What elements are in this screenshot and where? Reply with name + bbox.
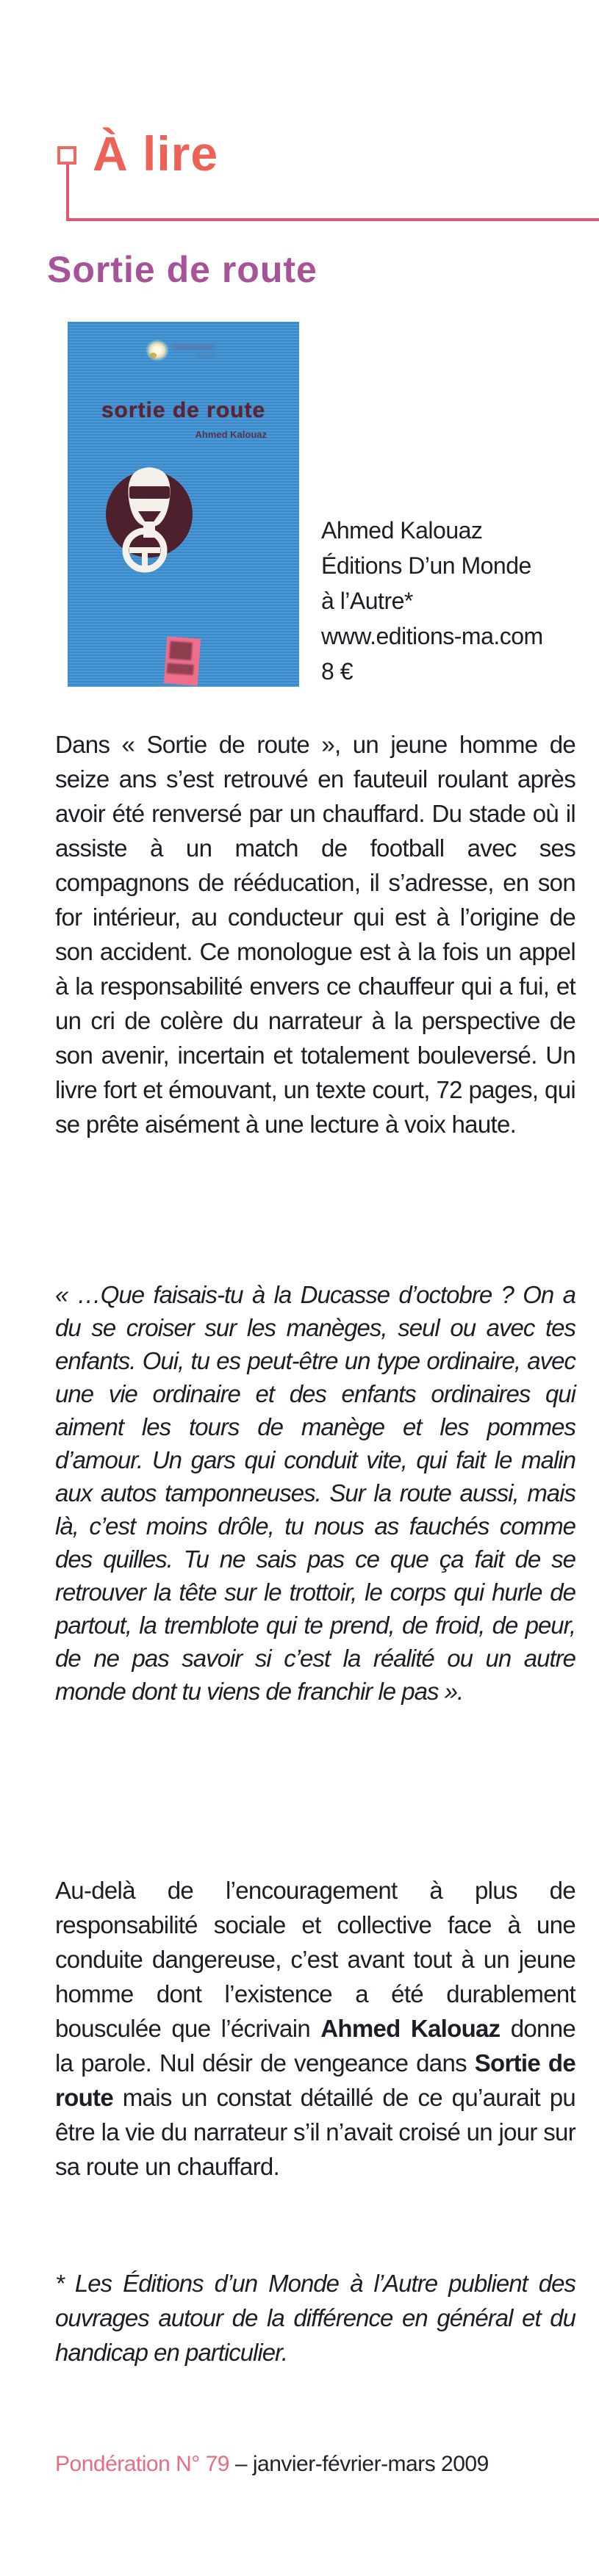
section-heading: À lire <box>93 126 219 181</box>
article-quote: « …Que faisais-tu à la Ducasse d’octobre ? On a du se croiser sur les manèges, seul ou avec tes enfants. Oui, tu es peut-être un type ordinaire, avec une vie ordinaire et des enfants ordinaires qui aiment les tours de manège et les pommes d’amour. Un gars qui conduit vite, qui fait le malin aux autos tamponneuses. Sur la route aussi, mais là, c’est moins drôle, tu nous as fauchés comme des quilles. Tu ne sais pas ce que ça fait de se retrouver la tête sur le trottoir, le corps qui hurle de partout, la tremblote qui te prend, de froid, de peur, de ne pas savoir si c’est la réalité ou un autre monde dont tu viens de franchir le pas ». <box>55 1281 575 1705</box>
paragraph-2-text: mais un constat détaillé de ce qu’aurait pu être la vie du narrateur s’il n’avait croisé un jour sur sa route un chauffard. <box>55 2084 575 2180</box>
author-name-bold: Ahmed Kalouaz <box>320 2015 501 2042</box>
article-paragraph-2 <box>55 1873 575 2184</box>
cover-illustration <box>68 322 299 687</box>
stamp-mark <box>169 641 193 660</box>
book-author: Ahmed Kalouaz <box>321 517 483 544</box>
footnote: * Les Éditions d’un Monde à l’Autre publient des ouvrages autour de la différence en général et du handicap en particulier. <box>55 2270 575 2366</box>
issue-date: – janvier-février-mars 2009 <box>229 2452 489 2476</box>
cover-title: sortie de route <box>101 398 266 422</box>
paragraph-2-text: Au-delà de l’encouragement à plus de responsabilité sociale et collective face à une conduite dangereuse, c’est avant tout à un jeune homme dont l’existence a été durablement bousculée que l’écrivain <box>55 1877 575 2042</box>
book-title-bold: Sortie de route <box>55 2049 575 2111</box>
cover-author: Ahmed Kalouaz <box>195 429 267 440</box>
book-price: 8 € <box>321 658 353 685</box>
ornament-square <box>57 146 76 165</box>
ornament-horizontal-rule <box>66 218 599 221</box>
article-paragraph-1: Dans « Sortie de route », un jeune homme de seize ans s’est retrouvé en fauteuil roulant après avoir été renversé par un chauffard. Du stade où il assiste à un match de football avec ses compagnons de rééducation, il s’adresse, en son for intérieur, au conducteur qui est à l’origine de son accident. Ce monologue est à la fois un appel à la responsabilité envers ce chauffeur qui a fui, et un cri de colère du narrateur à la perspective de son avenir, incertain et totalement bouleversé. Un livre fort et émouvant, un texte court, 72 pages, qui se prête aisément à une lecture à voix haute. <box>55 731 575 1138</box>
book-publisher-line2: à l’Autre* <box>321 588 413 614</box>
book-info <box>321 513 543 689</box>
stamp-mark <box>167 663 194 675</box>
book-cover <box>68 322 299 687</box>
paragraph-2-text: donne la parole. Nul désir de vengeance dans <box>55 2015 576 2077</box>
ornament-vertical-line <box>66 165 69 220</box>
library-stamp <box>164 636 201 685</box>
article-title: Sortie de route <box>47 249 318 290</box>
book-website: www.editions-ma.com <box>321 623 543 649</box>
book-publisher-line1: Éditions D’un Monde <box>321 552 531 579</box>
page-footer <box>55 2452 489 2477</box>
magazine-name: Pondération N° 79 <box>55 2452 229 2476</box>
